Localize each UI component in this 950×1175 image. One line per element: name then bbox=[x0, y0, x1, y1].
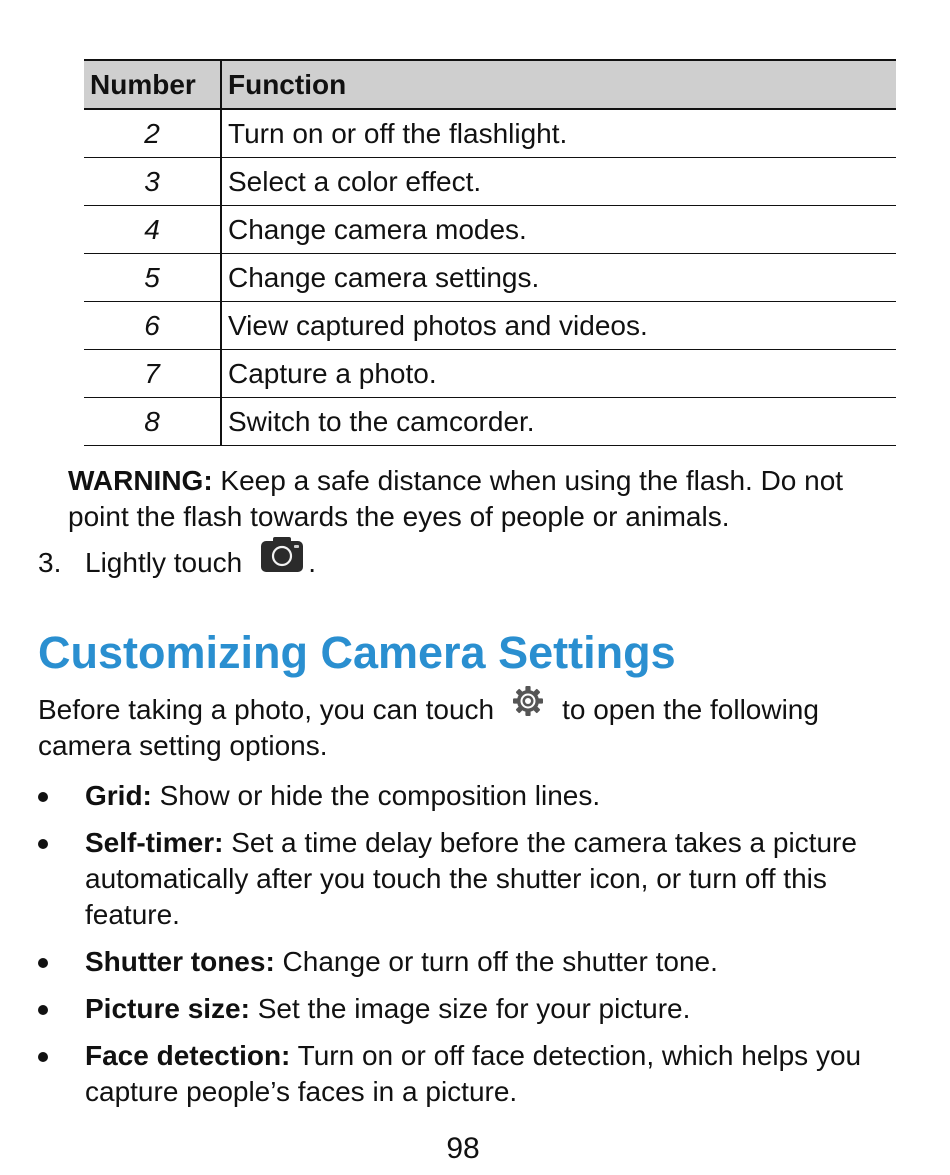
row-number: 7 bbox=[84, 350, 221, 398]
row-number: 5 bbox=[84, 254, 221, 302]
list-item bbox=[38, 991, 898, 1027]
intro-after: to open the following camera setting options. bbox=[38, 694, 819, 761]
row-function: Capture a photo. bbox=[221, 350, 896, 398]
section-title: Customizing Camera Settings bbox=[38, 627, 676, 678]
warning-note bbox=[68, 463, 888, 535]
list-item bbox=[38, 778, 898, 814]
function-table bbox=[84, 59, 896, 446]
row-function: Select a color effect. bbox=[221, 158, 896, 206]
option-label: Grid: bbox=[85, 780, 152, 811]
row-function: Change camera modes. bbox=[221, 206, 896, 254]
option-text: Change or turn off the shutter tone. bbox=[274, 946, 718, 977]
table-row bbox=[84, 398, 896, 446]
bullet-icon bbox=[38, 839, 48, 849]
option-label: Picture size: bbox=[85, 993, 250, 1024]
option-text: Set the image size for your picture. bbox=[249, 993, 691, 1024]
row-number: 6 bbox=[84, 302, 221, 350]
option-label: Shutter tones: bbox=[85, 946, 275, 977]
row-function: Switch to the camcorder. bbox=[221, 398, 896, 446]
column-header-function: Function bbox=[221, 60, 896, 109]
option-label: Face detection: bbox=[85, 1040, 291, 1071]
intro-before: Before taking a photo, you can touch bbox=[38, 694, 495, 725]
row-number: 3 bbox=[84, 158, 221, 206]
option-label: Self-timer: bbox=[85, 827, 224, 858]
table-row bbox=[84, 109, 896, 158]
bullet-icon bbox=[38, 1052, 48, 1062]
step-3 bbox=[38, 543, 316, 583]
row-number: 8 bbox=[84, 398, 221, 446]
option-text: Set a time delay before the camera takes a picture automatically after you touch the shutter icon, or turn off this feature. bbox=[85, 827, 857, 930]
list-item bbox=[38, 944, 898, 980]
step-number: 3. bbox=[38, 547, 62, 578]
table-row bbox=[84, 206, 896, 254]
table-row bbox=[84, 350, 896, 398]
camera-shutter-icon bbox=[260, 537, 304, 573]
warning-text: Keep a safe distance when using the flash. Do not point the flash towards the eyes of people or animals. bbox=[68, 465, 844, 532]
warning-label: WARNING: bbox=[68, 465, 213, 496]
table-row bbox=[84, 302, 896, 350]
column-header-number: Number bbox=[84, 60, 221, 109]
section-intro bbox=[38, 692, 918, 764]
step-suffix: . bbox=[308, 547, 316, 578]
step-text: Lightly touch bbox=[85, 547, 243, 578]
row-number: 4 bbox=[84, 206, 221, 254]
row-function: Change camera settings. bbox=[221, 254, 896, 302]
bullet-icon bbox=[38, 792, 48, 802]
bullet-icon bbox=[38, 958, 48, 968]
table-row bbox=[84, 254, 896, 302]
page-number: 98 bbox=[446, 1132, 480, 1165]
table-row bbox=[84, 158, 896, 206]
option-text: Show or hide the composition lines. bbox=[151, 780, 601, 811]
row-function: View captured photos and videos. bbox=[221, 302, 896, 350]
gear-icon bbox=[508, 686, 548, 720]
option-text: Turn on or off face detection, which helps you capture people’s faces in a picture. bbox=[85, 1040, 862, 1107]
list-item bbox=[38, 825, 898, 933]
camera-settings-list bbox=[38, 778, 898, 1121]
list-item bbox=[38, 1038, 898, 1110]
row-number: 2 bbox=[84, 109, 221, 158]
row-function: Turn on or off the flashlight. bbox=[221, 109, 896, 158]
table-header-row bbox=[84, 60, 896, 109]
bullet-icon bbox=[38, 1005, 48, 1015]
